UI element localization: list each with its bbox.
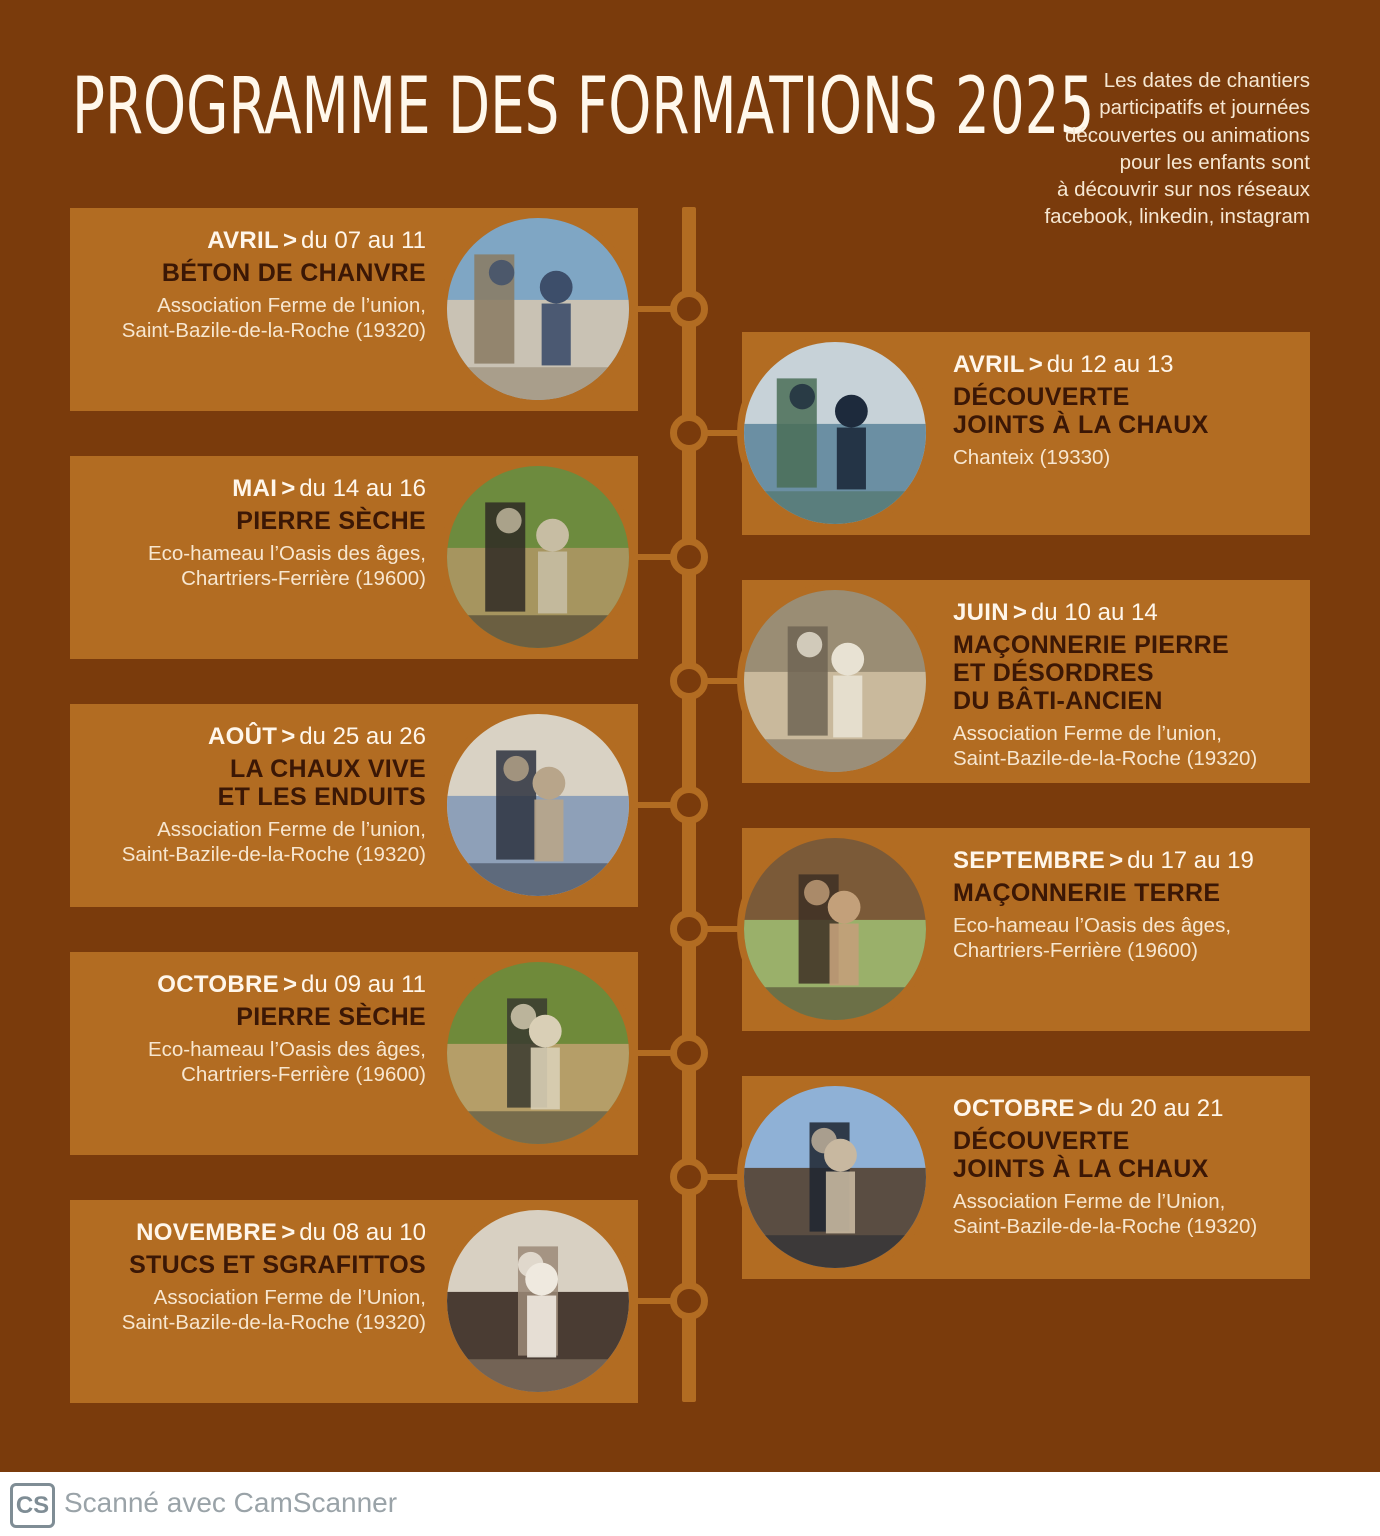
event-location-line: Association Ferme de l’union, (157, 294, 426, 317)
event-location-line: Saint-Bazile-de-la-Roche (19320) (953, 1215, 1258, 1238)
event-card (742, 332, 1310, 535)
event-month: NOVEMBRE (136, 1219, 278, 1246)
chevron-right-icon: > (1028, 351, 1043, 378)
timeline-node (670, 910, 708, 948)
event-text (953, 846, 1303, 963)
event-course-title (953, 879, 1303, 907)
event-dates: du 14 au 16 (299, 475, 426, 502)
event-course-line: ET LES ENDUITS (217, 783, 426, 811)
event-course-line: MAÇONNERIE TERRE (953, 879, 1221, 907)
event-location-line: Saint-Bazile-de-la-Roche (19320) (953, 747, 1258, 770)
event-location (953, 1189, 1303, 1239)
event-location (76, 1285, 426, 1335)
event-month: AOÛT (207, 723, 278, 750)
event-text (76, 722, 426, 867)
intro-line: facebook, linkedin, instagram (1044, 205, 1310, 229)
chevron-right-icon: > (282, 227, 297, 254)
event-month: AVRIL (953, 351, 1025, 378)
event-course-title (76, 755, 426, 811)
timeline-node (670, 414, 708, 452)
event-location-line: Association Ferme de l’Union, (953, 1190, 1226, 1213)
chevron-right-icon: > (1012, 599, 1027, 626)
timeline-node (670, 1034, 708, 1072)
event-card (70, 704, 638, 907)
event-month: AVRIL (207, 227, 279, 254)
event-text (953, 350, 1303, 470)
event-location-line: Chartriers-Ferrière (19600) (181, 1063, 426, 1086)
event-course-title (953, 1127, 1303, 1183)
event-course-title (76, 507, 426, 535)
chevron-right-icon: > (1078, 1095, 1093, 1122)
event-course-line: JOINTS À LA CHAUX (953, 1155, 1209, 1183)
event-date-line (76, 722, 426, 752)
event-location-line: Saint-Bazile-de-la-Roche (19320) (121, 843, 426, 866)
timeline-connector (634, 554, 672, 560)
chevron-right-icon: > (281, 723, 296, 750)
chevron-right-icon: > (282, 971, 297, 998)
event-card (70, 456, 638, 659)
event-card (742, 828, 1310, 1031)
event-course-line: DU BÂTI-ANCIEN (953, 687, 1163, 715)
event-location-line: Association Ferme de l’union, (953, 722, 1222, 745)
intro-line: à découvrir sur nos réseaux (1057, 178, 1310, 202)
event-course-title (76, 1003, 426, 1031)
camscanner-logo-icon: CS (10, 1483, 55, 1528)
event-course-line: PIERRE SÈCHE (236, 1003, 426, 1031)
event-text (953, 1094, 1303, 1239)
event-course-title (76, 259, 426, 287)
lime-render-photo (440, 707, 636, 903)
event-location-line: Eco-hameau l’Oasis des âges, (953, 914, 1232, 937)
event-dates: du 09 au 11 (300, 971, 426, 998)
event-date-line (76, 226, 426, 256)
event-dates: du 10 au 14 (1030, 599, 1158, 626)
event-card (742, 1076, 1310, 1279)
event-location-line: Chanteix (19330) (953, 446, 1111, 469)
event-date-line (953, 350, 1303, 380)
event-course-line: ET DÉSORDRES (953, 659, 1154, 687)
intro-text (970, 67, 1310, 231)
event-course-line: MAÇONNERIE PIERRE (953, 631, 1229, 659)
event-month: OCTOBRE (157, 971, 279, 998)
event-location-line: Saint-Bazile-de-la-Roche (19320) (121, 1311, 426, 1334)
event-dates: du 12 au 13 (1046, 351, 1174, 378)
page-title: PROGRAMME DES FORMATIONS 2025 (72, 62, 1095, 152)
event-location (76, 541, 426, 591)
scanner-footer (0, 1472, 1380, 1536)
event-dates: du 20 au 21 (1096, 1095, 1224, 1122)
event-location (953, 721, 1303, 771)
event-course-line: BÉTON DE CHANVRE (161, 259, 426, 287)
event-text (76, 1218, 426, 1335)
event-card (70, 952, 638, 1155)
event-course-title (953, 383, 1303, 439)
timeline-connector (634, 306, 672, 312)
event-card (70, 208, 638, 411)
timeline-node (670, 786, 708, 824)
timeline-node (670, 1158, 708, 1196)
timeline-connector (634, 1050, 672, 1056)
lime-jointing-photo (737, 335, 933, 531)
event-location (76, 817, 426, 867)
earth-masonry-photo (737, 831, 933, 1027)
event-dates: du 17 au 19 (1127, 847, 1254, 874)
timeline-node (670, 1282, 708, 1320)
camscanner-watermark-text: Scanné avec CamScanner (64, 1487, 398, 1518)
event-dates: du 07 au 11 (300, 227, 426, 254)
event-month: MAI (232, 475, 278, 502)
event-course-line: JOINTS À LA CHAUX (953, 411, 1209, 439)
timeline-node (670, 290, 708, 328)
event-course-line: LA CHAUX VIVE (229, 755, 426, 783)
scaffolding-hemp-wall-photo (440, 211, 636, 407)
event-course-line: DÉCOUVERTE (953, 383, 1130, 411)
event-date-line (953, 846, 1303, 876)
timeline-node (670, 662, 708, 700)
event-location-line: Eco-hameau l’Oasis des âges, (147, 1038, 426, 1061)
event-course-line: DÉCOUVERTE (953, 1127, 1130, 1155)
event-date-line (76, 970, 426, 1000)
timeline-connector (634, 1298, 672, 1304)
timeline-connector (634, 802, 672, 808)
event-location-line: Saint-Bazile-de-la-Roche (19320) (121, 319, 426, 342)
intro-line: participatifs et journées (1099, 96, 1310, 120)
event-month: JUIN (953, 599, 1009, 626)
dry-stone-photo (440, 459, 636, 655)
intro-line: Les dates de chantiers (1103, 69, 1310, 92)
intro-line: découvertes ou animations (1064, 123, 1310, 147)
event-text (953, 598, 1303, 771)
event-text (76, 474, 426, 591)
intro-line: pour les enfants sont (1119, 150, 1310, 174)
event-month: SEPTEMBRE (953, 847, 1106, 874)
event-location-line: Eco-hameau l’Oasis des âges, (147, 542, 426, 565)
event-location-line: Chartriers-Ferrière (19600) (181, 567, 426, 590)
event-course-line: STUCS ET SGRAFITTOS (129, 1251, 426, 1279)
event-text (76, 970, 426, 1087)
chevron-right-icon: > (1109, 847, 1124, 874)
timeline-node (670, 538, 708, 576)
sgraffito-photo (440, 1203, 636, 1399)
event-location (953, 445, 1303, 470)
event-dates: du 08 au 10 (299, 1219, 426, 1246)
event-date-line (76, 474, 426, 504)
lime-jointing-group-photo (737, 1079, 933, 1275)
event-location (76, 293, 426, 343)
event-course-title (953, 631, 1303, 715)
event-date-line (953, 598, 1303, 628)
event-dates: du 25 au 26 (299, 723, 426, 750)
event-course-line: PIERRE SÈCHE (236, 507, 426, 535)
event-location-line: Chartriers-Ferrière (19600) (953, 939, 1198, 962)
event-card (742, 580, 1310, 783)
dry-stone-wall-photo (440, 955, 636, 1151)
event-location (953, 913, 1303, 963)
event-month: OCTOBRE (953, 1095, 1075, 1122)
chevron-right-icon: > (281, 475, 296, 502)
event-text (76, 226, 426, 343)
event-date-line (76, 1218, 426, 1248)
stone-masonry-photo (737, 583, 933, 779)
event-location-line: Association Ferme de l’union, (157, 818, 426, 841)
event-location (76, 1037, 426, 1087)
event-date-line (953, 1094, 1303, 1124)
chevron-right-icon: > (281, 1219, 296, 1246)
event-course-title (76, 1251, 426, 1279)
event-card (70, 1200, 638, 1403)
event-location-line: Association Ferme de l’Union, (153, 1286, 426, 1309)
